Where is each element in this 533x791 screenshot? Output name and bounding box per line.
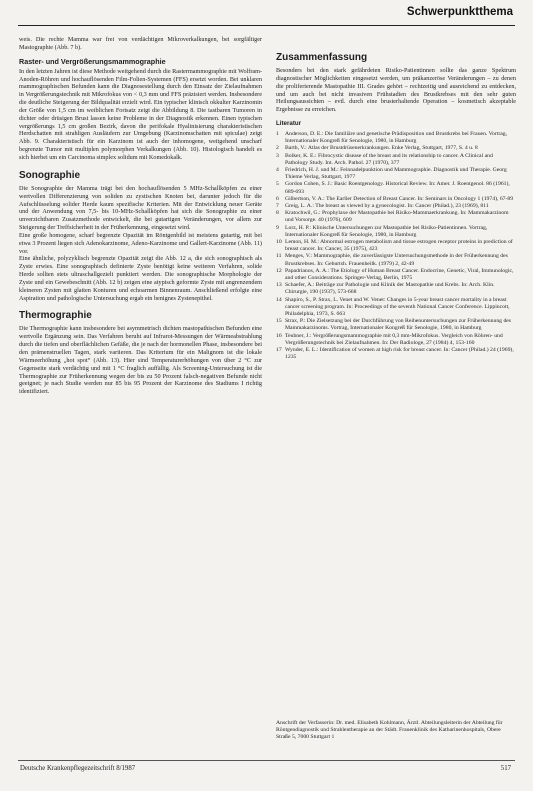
reference-text: Greig, L. A.: The breast as viewed by a gynecologist. In: Cancer (Philad.), 23 (1969), 811 xyxy=(285,202,489,209)
reference-text: Bolker, K. E.: Fibrocystic disease of the breast and its relationship to cancer. A Clinical and Pathology Study. Int. Arch. Pathol. 27 (1970), 377 xyxy=(285,152,493,166)
reference-item xyxy=(276,282,516,296)
intro-paragraph: weis. Die rechte Mamma war frei von verdächtigen Mikroverkalkungen, bei sorgfältiger Mastographie (Abb. 7 b). xyxy=(19,36,262,51)
reference-item xyxy=(276,253,516,267)
reference-number: 11 xyxy=(276,253,282,260)
reference-item xyxy=(276,239,516,253)
reference-number: 10 xyxy=(276,238,282,245)
reference-number: 16 xyxy=(276,332,282,339)
header-rule xyxy=(18,25,515,26)
reference-number: 14 xyxy=(276,296,282,303)
reference-item xyxy=(276,196,516,203)
reference-item xyxy=(276,347,516,361)
reference-number: 6 xyxy=(276,195,279,202)
section-label: Schwerpunktthema xyxy=(406,6,513,18)
reference-number: 8 xyxy=(276,210,279,217)
reference-item xyxy=(276,333,516,347)
reference-item xyxy=(276,181,516,195)
reference-text: Lemon, H. M.: Abnormal estrogen metabolism and tissue estrogen receptor proteins in prediction of breast cancer. In: Cancer, 35 (1975), 423 xyxy=(285,238,513,253)
heading-zusammenfassung: Zusammenfassung xyxy=(276,52,368,63)
paragraph-raster: In den letzten Jahren ist diese Methode weitgehend durch die Rastermammographie mit Wolfram-Anoden-Röhren und hochauflösenden Film-Folien-Systemen (FFS) ersetzt worden. Bei unklaren mammographischen Befunden kann die Diagnosestellung durch den Einsatz der Zielaufnahmen in Vergrößerungstechnik mit Mikrofokus von < 0,3 mm und FFS präzisiert werden. Insbesondere die deutliche Steigerung der Bildqualität erzielt wird. Ein typischer klinisch okkulter Karzinomin der Größe von 1,5 cm im weiblichen Fortsatz zeigt die Abbildung 8. Die tastbaren Tumoren in dichter oder drüsigen Brust lassen keine Probleme in der Diagnostik erkennen. Einen typischen vergrößerungs 1,5 cm großen Bezirk, davon die perifokale Hyalinisierung charakteristischen Herdschatten mit strahligen Ausläufern zur Umgebung (Karzinomschatten mit spiculae) zeigt Abb. 9. Charakteristisch für ein Karzinom ist auch der inhomogene, weitgehend unscharf begrenzte Tumor mit multiplen polymorphen Verkalkungen (Abb. 10). Histologisch handelt es sich hierbei um ein Carcinoma simplex solidum mit Komedokalk. xyxy=(19,67,262,161)
reference-text: Lorz, H. P.: Klinische Untersuchungen zur Mastopathie bei Risiko-Patientinnen. Vortrag, Internationaler Kongreß für Senologie, 1980, in Hamburg xyxy=(285,224,488,238)
reference-text: Teubner, J.: Vergrößerungsmammographie mit 0,3 mm-Mikrofokus. Vergleich von Röhren- und Vergrößerungstechnik bei Zielaufnahmen. In: Der Radiologe, 27 (1984) 4, 153-160 xyxy=(285,332,503,346)
paragraph-zusammenfassung: Besonders bei den stark gefährdeten Risiko-Patientinnen sollte das ganze Spektrum diagnostischer Möglichkeiten eingesetzt werden, um präkanzeröse Veränderungen – zu denen die proliferierende Mastopathie III. Grades gehört – rechtzeitig und ausreichend zu entdecken, und um auch bei nicht invasiven Frühstadien des Brustkrebses mit den sehr guten Heilungsaussichten – evtl. durch eine brusterhaltende Operation – kosmetisch akzeptable Ergebnisse zu erreichen. xyxy=(276,67,516,114)
reference-item xyxy=(276,153,516,167)
reference-item xyxy=(276,268,516,282)
reference-text: Shapiro, S., P. Strax, L. Venet and W. Venet: Changes in 5-year breast cancer mortality in a breast cancer screening program. In: Proceedings of the seventh National Cancer Conference. Lippincott, Philadelphia, 1973, S. 663 xyxy=(285,296,510,317)
reference-item xyxy=(276,225,516,239)
reference-number: 4 xyxy=(276,166,279,173)
paragraph-sonographie-3: Eine ähnliche, polyzyklisch begrenzte Opazität zeigt die Abb. 12 a, die sich sonographisch als Zyste erwies. Eine sonographisch definierte Zyste benötigt keine weiteren Verfahren, solide Herde sollten stets ultraschallgezielt punktiert werden. Die sonographische Morphologie der Zyste und ein Gewebeschnitt (Abb. 12 b) zeigen eine atypisch geformte Zyste mit angrenzendem kleineren Zysten mit glatten Konturen und echoarmen Binnenraum. Anschließend erfolgte eine Aspiration und pathologische Untersuchung ergab ein benignes Zystenepithel. xyxy=(19,255,262,302)
left-column xyxy=(19,36,262,748)
reference-text: Papadrianos, A. A.: The Etiology of Human Breast Cancer. Endocrine, Genetic, Viral, Immunologic, and other Considerations. Springer-Verlag, Berlin, 1975 xyxy=(285,267,514,281)
reference-number: 9 xyxy=(276,224,279,231)
reference-text: Barth, V.: Atlas der Brustdrüsenerkrankungen. Enke Verlag, Stuttgart, 1977, S. 4 u. 8 xyxy=(285,145,478,152)
reference-text: Strax, P.: Die Zielsetzung bei der Durchführung von Reihenuntersuchungen zur Früherkennung des Mammakarzinoms. Vortrag, Internationaler Kongreß für Senologie, 1980, in Hamburg xyxy=(285,318,512,332)
reference-number: 3 xyxy=(276,152,279,159)
paragraph-thermographie: Die Thermographie kann insbesondere bei asymmetrisch dichten mastopathischen Befunden eine wertvolle Ergänzung sein. Das Verfahren beruht auf Infrarot-Messungen der Wärmeabstrahlung durch die tiefen und oberflächlichen Gefäße, die je nach der hormonellen Phase, insbesondere bei den prämenstruellen Tagen, stark variieren. Das Kriterium für ein Malignom ist die lokale Wärmeerhöhung „hot spot“ (Abb. 13). Hier sind Temperaturerhöhungen von über 2 °C zur Gegenseite stark verdächtig und mit 1 °C fraglich auffällig. Als Screening-Untersuchung ist die Thermographie zur Früherkennung wegen der bis zu 50 Prozent falsch-negativen Befunde nicht geeignet; je nach Studie werden nur 85 bis 95 Prozent der Karzinome des Stadiums I richtig identifiziert. xyxy=(19,325,262,396)
reference-item xyxy=(276,145,516,152)
reference-item xyxy=(276,167,516,181)
reference-number: 1 xyxy=(276,130,279,137)
footer-journal: Deutsche Krankenpflegezeitschrift 8/1987 xyxy=(20,765,136,772)
reference-item xyxy=(276,210,516,224)
reference-text: Anderson, D. E.: Die familiäre und genetische Prädisposition und Brustkrebs bei Frauen. Vortrag, Internationaler Kongreß für Senologie, 1980, in Hamburg xyxy=(285,130,508,145)
reference-text: Menges, V.: Mammographie, die zuverlässigste Untersuchungsmethode in der Früherkennung des Brustkrebses. In: Geburtsh. Frauenheilk. (1979) 2, 42-49 xyxy=(285,253,508,267)
reference-number: 15 xyxy=(276,318,282,325)
reference-number: 2 xyxy=(276,145,279,152)
reference-item xyxy=(276,131,516,145)
reference-number: 5 xyxy=(276,181,279,188)
reference-text: Friedrich, H. J. und M.: Feinnadelpunktion und Mammographie. Diagnostik und Therapie. Georg Thieme Verlag, Stuttgart, 1977 xyxy=(285,166,507,181)
heading-sonographie: Sonographie xyxy=(19,169,81,181)
reference-text: Gilbertson, V. A.: The Earlier Detection of Breast Cancer. In: Seminars in Oncology 1 (1974), 67-89 xyxy=(285,195,514,202)
reference-text: Schaefer, A.: Beiträge zur Pathologie und Klinik der Mastopathie und Krebs. In: Arch. Klin. Chirurgie, 190 (1937), 573-668 xyxy=(285,282,495,296)
page-header xyxy=(0,0,533,28)
heading-raster: Raster- und Vergrößerungsmammographie xyxy=(19,56,166,66)
reference-text: Gordon Cohen, S. J.: Basic Roentgenology. Historical Review. In: Amer. J. Roentgenol. 86 (1961), 689-693 xyxy=(285,181,510,195)
reference-text: Wynder, E. L.: Identification of women at high risk for breast cancer. In: Cancer (Philad.) 24 (1969), 1235 xyxy=(285,347,514,361)
paragraph-sonographie-2: Eine große homogene, scharf begrenzte Opazität im Röntgenbild ist meistens gutartig, mit bei etwa 3 Prozent liegen sich Adenokarzinome, Adeno-Karzinome und Gallert-Karzinome (Abb. 11) vor. xyxy=(19,231,262,255)
reference-number: 17 xyxy=(276,347,282,353)
paragraph-sonographie-1: Die Sonographie der Mamma trägt bei den hochauflösenden 5 MHz-Schallköpfen zu einer wertvollen Differenzierung von soliden zu zystischen Knoten bei, darunter jedoch für die Aufschlüsselung solider Herde kaum spezifische Kriterien. Mit der Entwicklung neuer Geräte und der Anwendung von 7,5- bis 10-MHz-Schallköpfen hat sich die Sonographie zu einer unverzichtbaren Zusatzmethode entwickelt, die bei gutartigen Veränderungen, vor allem zur Steigerung der Treffsicherheit in der Früherkennung, eingesetzt wird. xyxy=(19,184,262,232)
right-column xyxy=(276,36,516,748)
page-number: 517 xyxy=(500,765,511,772)
reference-number: 13 xyxy=(276,282,282,289)
reference-text: Kratochwil, G.: Prophylaxe der Mastopathie bei Risiko-Mammaerkrankung. In: Mammakarzinom und Vorsorge. 40 (1976), 609 xyxy=(285,210,509,224)
reference-item xyxy=(276,318,516,332)
reference-list xyxy=(276,131,516,362)
footer-rule xyxy=(18,760,515,761)
reference-item xyxy=(276,297,516,319)
heading-literatur: Literatur xyxy=(276,120,302,128)
reference-number: 7 xyxy=(276,202,279,209)
reference-item xyxy=(276,203,516,210)
heading-thermographie: Thermographie xyxy=(19,310,92,322)
author-address: Anschrift der Verfasserin: Dr. med. Elisabeth Kohlmann, Ärztl. Abteilungsleiterin der Abteilung für Röntgendiagnostik und Strahlentherapie an der Städt. Frauenklinik des Katharinenhospitals, Obere Straße 5, 7000 Stuttgart 1 xyxy=(276,720,503,741)
reference-number: 12 xyxy=(276,267,282,274)
